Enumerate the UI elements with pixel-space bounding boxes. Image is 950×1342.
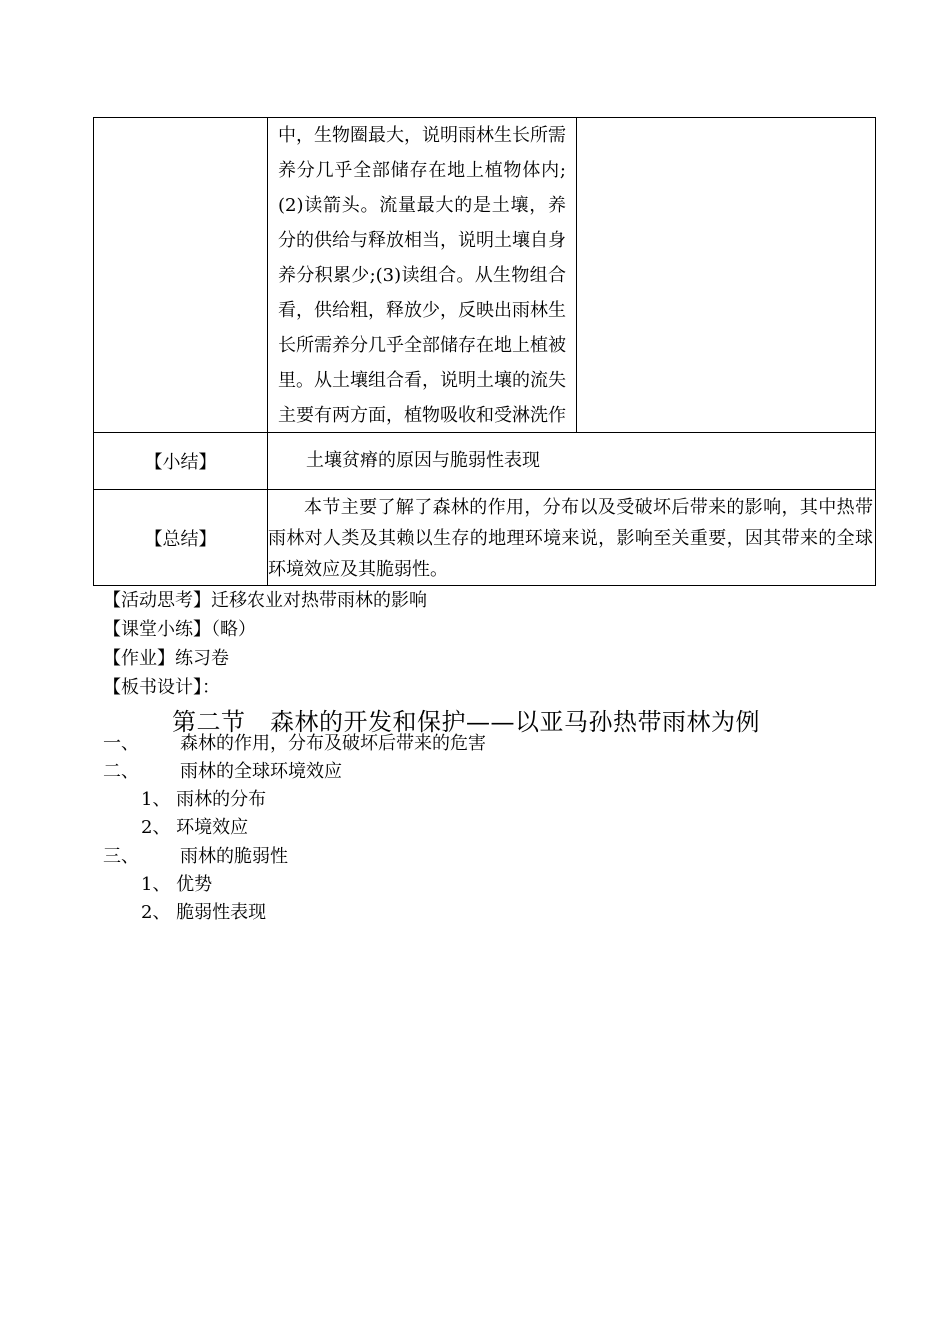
summary-text: 土壤贫瘠的原因与脆弱性表现 [306, 450, 540, 471]
table-row-summary [94, 433, 876, 490]
summary-label: 【小结】 [94, 433, 268, 490]
outline-item3-number: 三、 [103, 846, 139, 867]
conclusion-label: 【总结】 [94, 490, 268, 586]
activity-line: 【活动思考】迁移农业对热带雨林的影响 [103, 590, 427, 611]
outline-item3-sub1: 1、 优势 [141, 874, 213, 895]
outline-item2-text: 雨林的全球环境效应 [180, 761, 342, 782]
outline-item1-number: 一、 [103, 733, 139, 754]
board-title: 第二节 森林的开发和保护——以亚马孙热带雨林为例 [172, 708, 760, 736]
practice-line: 【课堂小练】（略） [103, 619, 256, 640]
lesson-plan-table [93, 117, 876, 586]
outline-item2-sub1: 1、 雨林的分布 [141, 789, 267, 810]
table-row-conclusion [94, 490, 876, 586]
outline-item2-sub2: 2、 环境效应 [141, 817, 249, 838]
outline-item1-text: 森林的作用，分布及破坏后带来的危害 [180, 733, 486, 754]
conclusion-cell [268, 490, 876, 586]
continued-text: 中，生物圈最大，说明雨林生长所需养分几乎全部储存在地上植物体内;(2)读箭头。流量最大的是土壤，养分的供给与释放相当，说明土壤自身养分积累少;(3)读组合。从生物组合看，供给粗，释放少，反映出雨林生长所需养分几乎全部储存在地上植被里。从土壤组合看，说明土壤的流失主要有两方面，植物吸收和受淋洗作 [278, 125, 566, 426]
board-design-line: 【板书设计】： [103, 677, 220, 698]
empty-label-cell [94, 118, 268, 433]
table-row-continued [94, 118, 876, 433]
homework-line: 【作业】练习卷 [103, 648, 229, 669]
summary-cell [268, 433, 876, 490]
empty-notes-cell [577, 118, 876, 433]
outline-item3-sub2: 2、 脆弱性表现 [141, 902, 267, 923]
conclusion-text: 本节主要了解了森林的作用，分布以及受破坏后带来的影响，其中热带雨林对人类及其赖以生存的地理环境来说，影响至关重要，因其带来的全球环境效应及其脆弱性。 [268, 497, 873, 580]
continued-content-cell [268, 118, 577, 433]
outline-item2-number: 二、 [103, 761, 139, 782]
outline-item3-text: 雨林的脆弱性 [180, 846, 288, 867]
